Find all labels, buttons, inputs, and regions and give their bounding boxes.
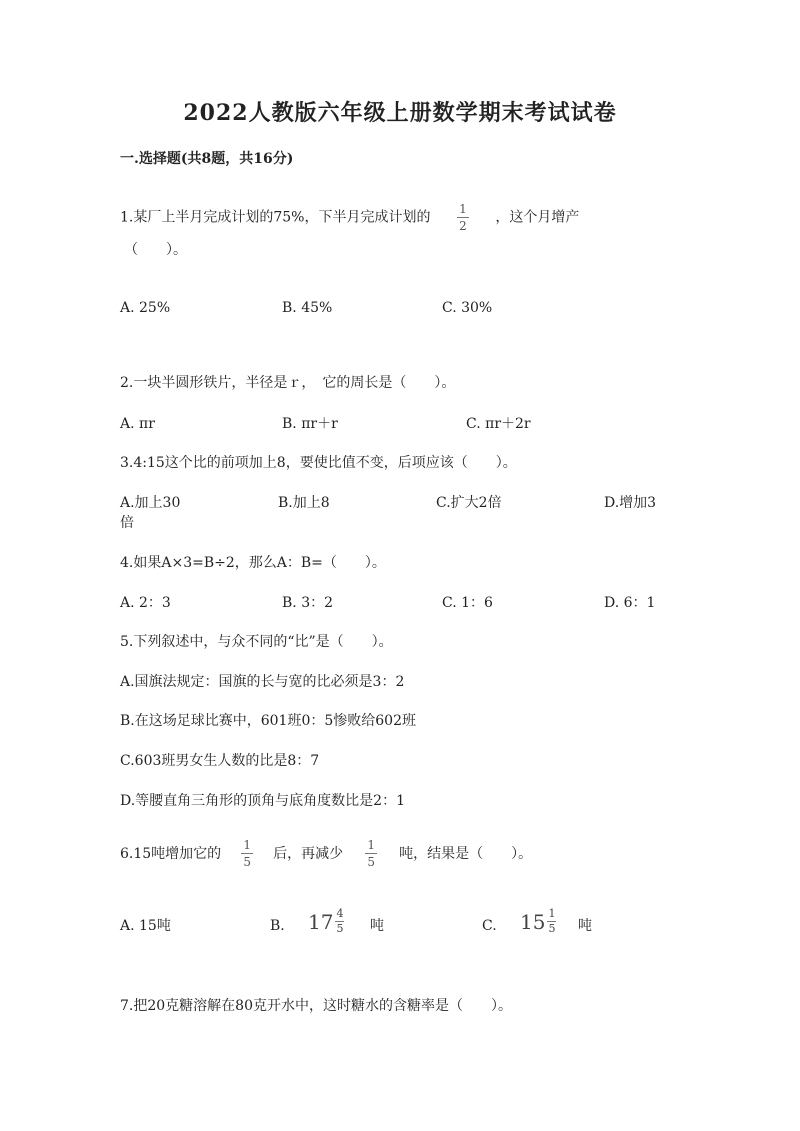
- question-3-option-a: A.加上30: [120, 495, 181, 511]
- section-heading: 一.选择题(共8题，共16分): [120, 151, 294, 167]
- fraction-numerator: 1: [548, 907, 556, 920]
- question-3-option-c: C.扩大2倍: [436, 495, 502, 511]
- fraction-numerator: 1: [459, 202, 467, 216]
- question-3: 3.4:15这个比的前项加上8，要使比值不变，后项应该（ ）。: [120, 455, 517, 471]
- question-5-option-a: A.国旗法规定：国旗的长与宽的比必须是3：2: [120, 674, 405, 690]
- question-1-option-b: B. 45%: [282, 300, 333, 316]
- fraction-denominator: 5: [548, 922, 556, 935]
- question-5-option-d: D.等腰直角三角形的顶角与底角度数比是2：1: [120, 793, 405, 809]
- question-6: [120, 838, 532, 869]
- question-4-option-a: A. 2：3: [120, 595, 171, 611]
- question-5-option-c: C.603班男女生人数的比是8：7: [120, 753, 320, 769]
- question-6-option-b-unit: 吨: [370, 918, 384, 934]
- question-6-option-c-unit: 吨: [578, 918, 592, 934]
- mixed-fraction: [334, 908, 345, 935]
- question-2-option-a: A. πr: [120, 416, 155, 432]
- question-5-option-b: B.在这场足球比赛中，601班0：5惨败给602班: [120, 713, 416, 729]
- fraction-denominator: 2: [459, 219, 467, 233]
- question-6-option-a: A. 15吨: [120, 918, 171, 934]
- question-4-option-d: D. 6：1: [604, 595, 656, 611]
- question-4-option-b: B. 3：2: [282, 595, 334, 611]
- question-4: 4.如果A×3=B÷2，那么A：B=（ ）。: [120, 555, 386, 571]
- question-3-option-a-wrap: 倍: [120, 515, 134, 531]
- question-3-option-d: D.增加3: [604, 495, 657, 511]
- fraction-denominator: 5: [367, 855, 375, 869]
- question-6-option-b-value: [308, 908, 345, 935]
- fraction-bar: [457, 217, 469, 218]
- question-2: 2.一块半圆形铁片，半径是ｒ， 它的周长是（ ）。: [120, 375, 456, 391]
- question-4-option-c: C. 1：6: [442, 595, 493, 611]
- question-6-option-c-label: C.: [482, 918, 497, 934]
- fraction-numerator: 4: [336, 907, 344, 920]
- question-1-blank: （ ）。: [124, 242, 187, 258]
- question-1-text-part2: ，这个月增产: [495, 209, 580, 226]
- question-1-option-a: A. 25%: [120, 300, 171, 316]
- question-6-option-b-label: B.: [270, 918, 285, 934]
- question-1: [120, 202, 579, 233]
- question-7: 7.把20克糖溶解在80克开水中，这时糖水的含糖率是（ ）。: [120, 998, 512, 1014]
- mixed-fraction: [546, 908, 557, 935]
- fraction-one-fifth: [241, 838, 253, 869]
- question-1-option-c: C. 30%: [442, 300, 493, 316]
- question-2-option-c: C. πr＋2r: [466, 416, 531, 432]
- fraction-one-fifth-2: [365, 838, 377, 869]
- mixed-whole: 15: [520, 909, 546, 934]
- fraction-numerator: 1: [367, 838, 375, 852]
- question-6-text-part3: 吨，结果是（ ）。: [399, 845, 533, 862]
- fraction-bar: [241, 853, 253, 854]
- question-1-text-part1: 1.某厂上半月完成计划的75%，下半月完成计划的: [120, 209, 431, 226]
- fraction-denominator: 5: [336, 922, 344, 935]
- page-title: 2022人教版六年级上册数学期末考试试卷: [183, 100, 617, 126]
- question-3-option-b: B.加上8: [278, 495, 330, 511]
- fraction-one-half: [457, 202, 469, 233]
- question-6-text-part1: 6.15吨增加它的: [120, 845, 222, 862]
- mixed-number: [520, 908, 557, 935]
- fraction-denominator: 5: [243, 855, 251, 869]
- question-6-text-part2: 后，再减少: [273, 845, 344, 862]
- question-6-option-c-value: [520, 908, 557, 935]
- question-2-option-b: B. πr＋r: [282, 416, 338, 432]
- mixed-whole: 17: [308, 909, 334, 934]
- mixed-number: [308, 908, 345, 935]
- question-5: 5.下列叙述中，与众不同的“比”是（ ）。: [120, 634, 393, 650]
- fraction-numerator: 1: [243, 838, 251, 852]
- fraction-bar: [365, 853, 377, 854]
